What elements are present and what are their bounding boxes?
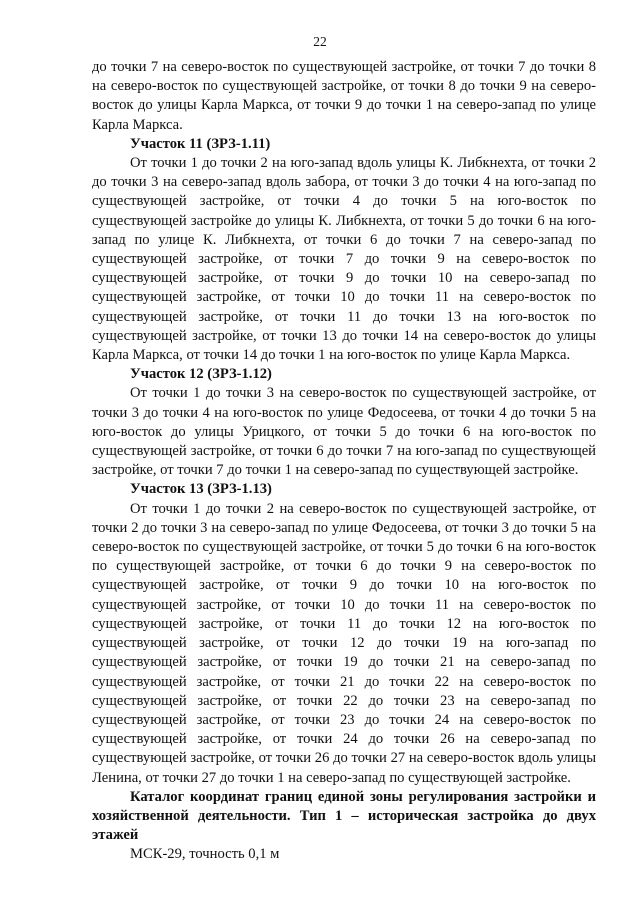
section-heading-13: Участок 13 (ЗРЗ-1.13) xyxy=(130,481,272,498)
catalog-heading: Каталог координат границ единой зоны регулирования застройки и хозяйственной деятельности. Тип 1 – историческая застройка до двух этажей xyxy=(92,788,596,844)
section-text-11: От точки 1 до точки 2 на юго-запад вдоль улицы К. Либкнехта, от точки 2 до точки 3 на северо-запад вдоль забора, от точки 3 до точки 4 на юго-запад по существующей застройке, от точки 4 до точки 5 на юго-восток по существующей застройке до улицы К. Либкнехта, от точки 5 до точки 6 на юго-запад по улице К. Либкнехта, от точки 6 до точки 7 на северо-запад по существующей застройке, от точки 7 до точки 9 на северо-восток по существующей застройке, от точки 9 до точки 10 на северо-запад по существующей застройке, от точки 10 до точки 11 на северо-восток по существующей застройке, от точки 11 до точки 13 на юго-восток по существующей застройке, от точки 13 до точки 14 на северо-восток до улицы Карла Маркса, от точки 14 до точки 1 на юго-восток по улице Карла Маркса. xyxy=(92,155,596,364)
document-body xyxy=(92,58,596,865)
coordinate-system: МСК-29, точность 0,1 м xyxy=(130,846,280,863)
intro-paragraph: до точки 7 на северо-восток по существующей застройке, от точки 7 до точки 8 на северо-восток по существующей застройке, от точки 8 до точки 9 на северо-восток до улицы Карла Маркса, от точки 9 до точки 1 на северо-запад по улице Карла Маркса. xyxy=(92,59,596,133)
section-heading-12: Участок 12 (ЗРЗ-1.12) xyxy=(130,366,272,383)
section-text-12: От точки 1 до точки 3 на северо-восток по существующей застройке, от точки 3 до точки 4 на юго-восток по улице Федосеева, от точки 4 до точки 5 на юго-восток до улицы Урицкого, от точки 5 до точки 6 на юго-восток по существующей застройке, от точки 6 до точки 7 на юго-запад по существующей застройке, от точки 7 до точки 1 на северо-запад по существующей застройке. xyxy=(92,385,596,479)
section-heading-11: Участок 11 (ЗРЗ-1.11) xyxy=(130,135,271,152)
page-number: 22 xyxy=(313,34,327,49)
section-text-13: От точки 1 до точки 2 на северо-восток по существующей застройке, от точки 2 до точки 3 на северо-запад по улице Федосеева, от точки 3 до точки 5 на северо-восток по существующей застройке, от точки 5 до точки 6 на юго-восток по существующей застройке, от точки 6 до точки 9 на северо-восток по существующей застройке, от точки 9 до точки 10 на юго-восток по существующей застройке, от точки 10 до точки 11 на северо-восток по существующей застройке, от точки 11 до точки 12 на юго-восток по существующей застройке, от точки 12 до точки 19 на юго-запад по существующей застройке, от точки 19 до точки 21 на северо-запад по существующей застройке, от точки 21 до точки 22 на северо-восток по существующей застройке, от точки 22 до точки 23 на северо-запад по существующей застройке, от точки 23 до точки 24 на северо-восток по существующей застройке, от точки 24 до точки 26 на северо-запад по существующей застройке, от точки 26 до точки 27 на северо-восток вдоль улицы Ленина, от точки 27 до точки 1 на северо-запад по существующей застройке. xyxy=(92,500,596,786)
